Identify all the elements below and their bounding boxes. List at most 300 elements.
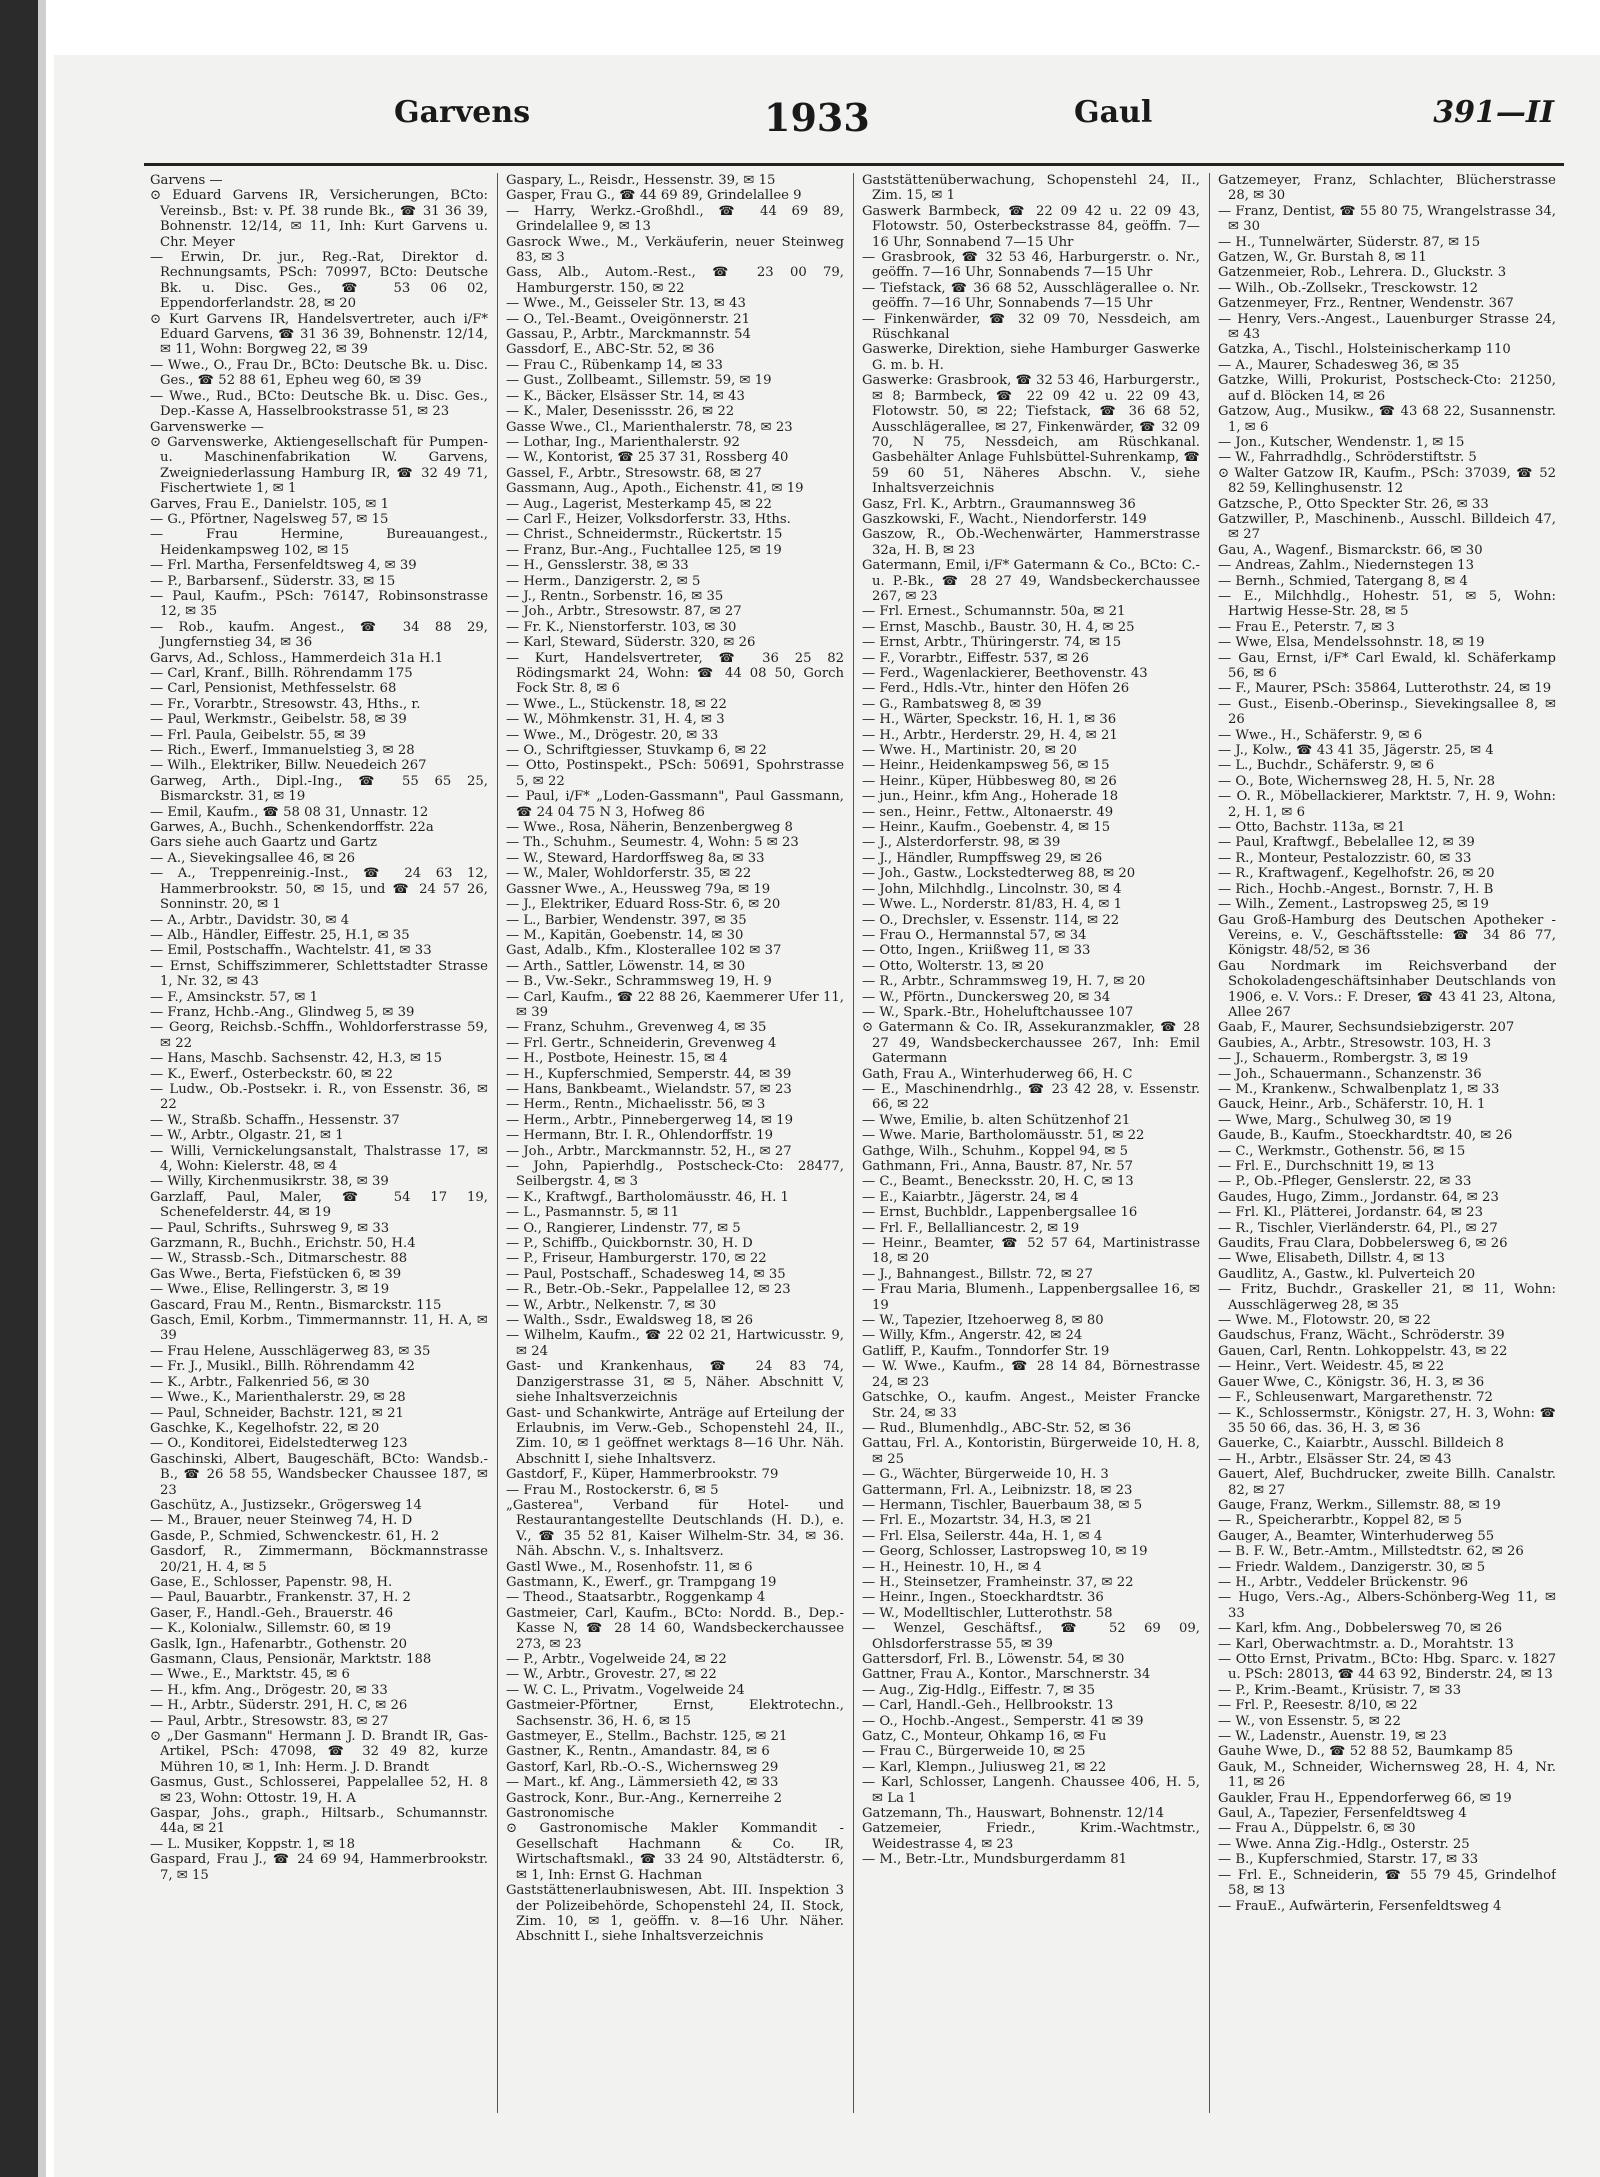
directory-entry: — W., Steward, Hardorffsweg 8a, ✉ 33 [506,850,765,866]
directory-entry: Gascard, Frau M., Rentn., Bismarckstr. 115 [150,1297,442,1313]
directory-entry: — Ernst, Schiffszimmerer, Schlettstadter Strasse 1, Nr. 32, ✉ 43 [150,958,488,990]
directory-entry: — H., Arbtr., Süderstr. 291, H. C, ✉ 26 [150,1698,408,1714]
directory-entry: — H., Kupferschmied, Semperstr. 44, ✉ 39 [506,1066,792,1082]
directory-entry: ⊙ „Der Gasmann" Hermann J. D. Brandt IR, Gas-Artikel, PSch: 47098, ☎ 32 49 82, kurze Mühren 10, ✉ 1, Inh: Herm. J. D. Brandt [150,1729,488,1775]
directory-entry: Gaudits, Frau Clara, Dobbelersweg 6, ✉ 26 [1218,1236,1508,1252]
directory-entry: Gasde, P., Schmied, Schwenckestr. 61, H. 2 [150,1528,440,1544]
directory-entry: Gaukler, Frau H., Eppendorferweg 66, ✉ 19 [1218,1790,1512,1806]
directory-entry: Gatz, C., Monteur, Ohkamp 16, ✉ Fu [862,1729,1107,1745]
directory-entry: — Willi, Vernickelungsanstalt, Thalstrasse 17, ✉ 4, Wohn: Kielerstr. 48, ✉ 4 [150,1143,488,1174]
directory-entry: — Carl, Pensionist, Methfesselstr. 68 [150,681,397,697]
directory-entry: Gaswerk Barmbeck, ☎ 22 09 42 u. 22 09 43, Flotowstr. 50, Osterbeckstrasse 84, geöffn. 7—16 Uhr, Sonnabend 7—15 Uhr [862,203,1200,250]
directory-entry: — P., Ob.-Pfleger, Genslerstr. 22, ✉ 33 [1218,1174,1472,1190]
directory-entry: Gaudes, Hugo, Zimm., Jordanstr. 64, ✉ 23 [1218,1189,1499,1205]
directory-entry: Garves, Frau E., Danielstr. 105, ✉ 1 [150,496,389,512]
directory-entry: Garvens — [150,173,223,188]
directory-entry: — H., Heinestr. 10, H., ✉ 4 [862,1559,1042,1575]
directory-entry: Gathge, Wilh., Schuhm., Koppel 94, ✉ 5 [862,1143,1128,1159]
directory-entry: Gath, Frau A., Winterhuderweg 66, H. C [862,1066,1133,1082]
directory-entry: — Grasbrook, ☎ 32 53 46, Harburgerstr. o. Nr., geöffn. 7—16 Uhr, Sonnabends 7—15 Uhr [862,250,1200,281]
directory-entry: Gaszkowski, F., Wacht., Niendorferstr. 149 [862,511,1147,527]
directory-entry: — Frau C., Bürgerweide 10, ✉ 25 [862,1744,1086,1760]
directory-entry: — Otto, Ingen., Kriißweg 11, ✉ 33 [862,943,1091,959]
directory-entry: — Paul, Kraftwgf., Bebelallee 12, ✉ 39 [1218,835,1475,851]
directory-entry: Gaspary, L., Reisdr., Hessenstr. 39, ✉ 15 [506,173,776,188]
directory-entry: Gase, E., Schlosser, Papenstr. 98, H. [150,1574,393,1590]
directory-entry: — G., Wächter, Bürgerweide 10, H. 3 [862,1467,1109,1483]
directory-entry: — M., Brauer, neuer Steinweg 74, H. D [150,1513,413,1529]
directory-entry: Gau Groß-Hamburg des Deutschen Apotheker - Vereins, e. V., Geschäftsstelle: ☎ 34 86 77, Königstr. 48/52, ✉ 36 [1218,912,1556,959]
directory-entry: — Karl, Klempn., Juliusweg 21, ✉ 22 [862,1759,1107,1775]
directory-entry: — Ferd., Hdls.-Vtr., hinter den Höfen 26 [862,681,1130,697]
directory-entry: Gattner, Frau A., Kontor., Marschnerstr. 34 [862,1667,1151,1683]
column-2 [506,173,844,2113]
directory-entry: — Hermann, Tischler, Bauerbaum 38, ✉ 5 [862,1497,1143,1513]
directory-entry: Gatzen, W., Gr. Burstah 8, ✉ 11 [1218,250,1427,266]
directory-entry: — Ernst, Arbtr., Thüringerstr. 74, ✉ 15 [862,635,1122,651]
directory-entry: — W. C. L., Privatm., Vogelweide 24 [506,1682,745,1698]
directory-entry: — C., Werkmstr., Gothenstr. 56, ✉ 15 [1218,1143,1466,1159]
directory-entry: — R., Kraftwagenf., Kegelhofstr. 26, ✉ 20 [1218,866,1495,882]
directory-entry: Gauger, A., Beamter, Winterhuderweg 55 [1218,1528,1495,1544]
directory-entry: Gaschütz, A., Justizsekr., Grögersweg 14 [150,1497,422,1513]
directory-entry: — F., Amsinckstr. 57, ✉ 1 [150,989,319,1005]
directory-entry: — Joh., Arbtr., Marckmannstr. 52, H., ✉ 27 [506,1143,792,1159]
directory-entry: — F., Vorarbtr., Eiffestr. 537, ✉ 26 [862,650,1089,666]
directory-entry: — A., Arbtr., Davidstr. 30, ✉ 4 [150,912,350,928]
directory-entry: — W., Strassb.-Sch., Ditmarschestr. 88 [150,1251,408,1267]
directory-entry: Gatzow, Aug., Musikw., ☎ 43 68 22, Susannenstr. 1, ✉ 6 [1218,404,1556,435]
directory-entry: Gaul, A., Tapezier, Fersenfeldtsweg 4 [1218,1806,1467,1822]
directory-entry: — Wwe. H., Martinistr. 20, ✉ 20 [862,743,1077,759]
directory-entry: — Aug., Lagerist, Mesterkamp 45, ✉ 22 [506,496,772,512]
directory-entry: — Wwe. Anna Zig.-Hdlg., Osterstr. 25 [1218,1836,1470,1852]
directory-entry: — Rud., Blumenhdlg., ABC-Str. 52, ✉ 36 [862,1420,1131,1436]
directory-entry: Gassner Wwe., A., Heussweg 79a, ✉ 19 [506,881,771,897]
directory-entry: — Wwe., E., Marktstr. 45, ✉ 6 [150,1667,350,1683]
directory-entry: — O., Hochb.-Angest., Semperstr. 41 ✉ 39 [862,1713,1144,1729]
header-rule [144,163,1564,166]
directory-entry: Gasse Wwe., Cl., Marienthalerstr. 78, ✉ 23 [506,419,793,435]
directory-entry: Gaschinski, Albert, Baugeschäft, BCto: Wandsb.-B., ☎ 26 58 55, Wandsbecker Chaussee 187, ✉ 23 [150,1451,488,1498]
directory-entry: Gathmann, Fri., Anna, Baustr. 87, Nr. 57 [862,1159,1134,1174]
directory-entry: — Paul, i/F* „Loden-Gassmann", Paul Gassmann, ☎ 24 04 75 N 3, Hofweg 86 [506,789,844,820]
directory-entry: — Wilh., Ob.-Zollsekr., Tresckowstr. 12 [1218,280,1478,296]
directory-entry: Gass, Alb., Autom.-Rest., ☎ 23 00 79, Hamburgerstr. 150, ✉ 22 [506,265,844,296]
directory-entry: ⊙ Kurt Garvens IR, Handelsvertreter, auch i/F* Eduard Garvens, ☎ 31 36 39, Bohnenstr. 12/14, ✉ 11, Wohn: Borgweg 22, ✉ 39 [150,311,488,358]
directory-entry: — Carl, Kranf., Billh. Röhrendamm 175 [150,666,413,681]
directory-entry: — Frl. Kl., Plätterei, Jordanstr. 64, ✉ 23 [1218,1205,1483,1221]
directory-entry: — Wwe., K., Marienthalerstr. 29, ✉ 28 [150,1390,406,1406]
directory-entry: — Fr. J., Musikl., Billh. Röhrendamm 42 [150,1359,415,1375]
directory-entry: Gatzke, Willi, Prokurist, Postscheck-Cto: 21250, auf d. Blöcken 14, ✉ 26 [1218,373,1556,404]
directory-entry: Gaslk, Ign., Hafenarbtr., Gothenstr. 20 [150,1636,408,1652]
directory-entry: — R., Betr.-Ob.-Sekr., Pappelallee 12, ✉ 23 [506,1282,791,1298]
directory-entry: — L., Buchdr., Schäferstr. 9, ✉ 6 [1218,758,1435,774]
directory-columns [150,173,1560,2113]
directory-entry: Gastdorf, F., Küper, Hammerbrookstr. 79 [506,1467,779,1483]
directory-entry: Gaspard, Frau J., ☎ 24 69 94, Hammerbrookstr. 7, ✉ 15 [150,1852,488,1883]
directory-entry: — M., Kapitän, Goebenstr. 14, ✉ 30 [506,927,744,943]
directory-entry: Gauck, Heinr., Arb., Schäferstr. 10, H. 1 [1218,1097,1486,1113]
column-divider [497,173,498,2113]
directory-entry: — John, Milchhdlg., Lincolnstr. 30, ✉ 4 [862,881,1122,897]
directory-entry: — W., Ladenstr., Auenstr. 19, ✉ 23 [1218,1729,1447,1745]
directory-entry: — Franz, Hchb.-Ang., Glindweg 5, ✉ 39 [150,1004,415,1020]
directory-entry: Gattermann, Frl. A., Leibnizstr. 18, ✉ 23 [862,1482,1133,1498]
directory-entry: Gast, Adalb., Kfm., Klosterallee 102 ✉ 37 [506,943,782,959]
directory-entry: — J., Händler, Rumpffsweg 29, ✉ 26 [862,850,1103,866]
directory-entry: Gau Nordmark im Reichsverband der Schokoladengeschäftsinhaber Deutschlands von 1906, e. V. Vors.: F. Dreser, ☎ 43 41 23, Altona, Allee 267 [1218,958,1556,1020]
directory-page [54,55,1600,2177]
directory-entry: — Wilh., Elektriker, Billw. Neuedeich 267 [150,758,427,774]
directory-entry: Gauert, Alef, Buchdrucker, zweite Billh. Canalstr. 82, ✉ 27 [1218,1467,1556,1498]
directory-entry: — Frau Helene, Ausschlägerweg 83, ✉ 35 [150,1343,431,1359]
page-header [114,95,1554,145]
page-number: 391—II [1433,95,1554,130]
directory-entry: Gasmann, Claus, Pensionär, Marktstr. 188 [150,1652,432,1667]
directory-entry: Garzlaff, Paul, Maler, ☎ 54 17 19, Schenefelderstr. 44, ✉ 19 [150,1189,488,1221]
directory-entry: Gast- und Krankenhaus, ☎ 24 83 74, Danzigerstrasse 31, ✉ 5, Näher. Abschnitt V, siehe Inhaltsverzeichnis [506,1359,844,1406]
directory-entry: — Ernst, Maschb., Baustr. 30, H. 4, ✉ 25 [862,619,1135,635]
directory-entry: Gattersdorf, Frl. B., Löwenstr. 54, ✉ 30 [862,1652,1125,1667]
directory-entry: Gastronomische [506,1806,615,1822]
directory-entry: — Franz, Dentist, ☎ 55 80 75, Wrangelstrasse 34, ✉ 30 [1218,203,1556,235]
directory-entry: Garzmann, R., Buchh., Erichstr. 50, H.4 [150,1236,416,1252]
directory-entry: — sen., Heinr., Fettw., Altonaerstr. 49 [862,804,1114,820]
directory-entry: — Wilhelm, Kaufm., ☎ 22 02 21, Hartwicusstr. 9, ✉ 24 [506,1328,844,1359]
directory-entry: — K., Bäcker, Elsässer Str. 14, ✉ 43 [506,388,745,404]
directory-entry: — B., Kupferschmied, Starstr. 17, ✉ 33 [1218,1852,1479,1868]
directory-entry: Gatliff, P., Kaufm., Tonndorfer Str. 19 [862,1343,1110,1359]
directory-entry: — Frau Hermine, Bureauangest., Heidenkampsweg 102, ✉ 15 [150,527,488,558]
directory-entry: — L., Barbier, Wendenstr. 397, ✉ 35 [506,912,747,928]
directory-entry: — H., Gensslerstr. 38, ✉ 33 [506,558,689,574]
directory-entry: — Tiefstack, ☎ 36 68 52, Ausschlägerallee o. Nr. geöffn. 7—16 Uhr, Sonnabends 7—15 Uhr [862,280,1200,312]
header-year: 1933 [764,95,870,140]
directory-entry: — J., Schauerm., Rombergstr. 3, ✉ 19 [1218,1051,1469,1067]
directory-entry: — F., Maurer, PSch: 35864, Lutterothstr. 24, ✉ 19 [1218,681,1552,697]
directory-entry: — Wwe., M., Drögestr. 20, ✉ 33 [506,727,719,743]
directory-entry: Gatzenmeier, Rob., Lehrera. D., Gluckstr. 3 [1218,265,1507,281]
directory-entry: Gastmeier, Carl, Kaufm., BCto: Nordd. B., Dep.-Kasse N, ☎ 28 14 60, Wandsbeckerchaussee 273, ✉ 23 [506,1605,844,1652]
column-1 [150,173,488,2113]
directory-entry: — R., Arbtr., Schrammsweg 19, H. 7, ✉ 20 [862,974,1146,990]
directory-entry: — Rich., Hochb.-Angest., Bornstr. 7, H. B [1218,881,1494,897]
directory-entry: Gatzwiller, P., Maschinenb., Ausschl. Billdeich 47, ✉ 27 [1218,511,1556,543]
directory-entry: — Otto Ernst, Privatm., BCto: Hbg. Sparc. v. 1827 u. PSch: 28013, ☎ 44 63 92, Binderstr. 24, ✉ 13 [1218,1652,1556,1683]
directory-entry: — W. Wwe., Kaufm., ☎ 28 14 84, Börnestrasse 24, ✉ 23 [862,1359,1200,1390]
directory-entry: — Frau E., Peterstr. 7, ✉ 3 [1218,619,1395,635]
header-left-guide-word: Garvens [394,95,531,130]
directory-entry: — Rich., Ewerf., Immanuelstieg 3, ✉ 28 [150,743,415,759]
directory-entry: — Wwe, Marg., Schulweg 30, ✉ 19 [1218,1112,1452,1128]
directory-entry: — J., Alsterdorferstr. 98, ✉ 39 [862,835,1061,851]
directory-entry: Gaspar, Johs., graph., Hiltsarb., Schumannstr. 44a, ✉ 21 [150,1806,488,1837]
directory-entry: — H., Arbtr., Herderstr. 29, H. 4, ✉ 21 [862,727,1118,743]
directory-entry: — O., Drechsler, v. Essenstr. 114, ✉ 22 [862,912,1120,928]
scan-page-gutter [38,0,46,2177]
directory-entry: — A., Maurer, Schadesweg 36, ✉ 35 [1218,357,1460,373]
directory-entry: Gaststättenüberwachung, Schopenstehl 24, II., Zim. 15, ✉ 1 [862,173,1200,204]
header-right-guide-word: Gaul [1074,95,1153,130]
directory-entry: Gaser, F., Handl.-Geh., Brauerstr. 46 [150,1605,393,1621]
directory-entry: — K., Maler, Desenissstr. 26, ✉ 22 [506,404,735,420]
directory-entry: — P., Barbarsenf., Süderstr. 33, ✉ 15 [150,573,396,589]
directory-entry: Gauhe Wwe, D., ☎ 52 88 52, Baumkamp 85 [1218,1744,1514,1760]
directory-entry: — W., Tapezier, Itzehoerweg 8, ✉ 80 [862,1313,1104,1329]
directory-entry: — Carl, Handl.-Geh., Hellbrookstr. 13 [862,1698,1114,1714]
directory-entry: Gaude, B., Kaufm., Stoeckhardtstr. 40, ✉ 26 [1218,1128,1513,1144]
directory-entry: ⊙ Gastronomische Makler Kommandit - Gesellschaft Hachmann & Co. IR, Wirtschaftsmakl., ☎ 33 24 90, Altstädterstr. 6, ✉ 1, Inh: Ernst G. Hachman [506,1821,844,1883]
directory-entry: — K., Arbtr., Falkenried 56, ✉ 30 [150,1374,370,1390]
directory-entry: Gatermann, Emil, i/F* Gatermann & Co., BCto: C.-u. P.-Bk., ☎ 28 27 49, Wandsbeckerchaussee 267, ✉ 23 [862,558,1200,604]
directory-entry: — O., Rangierer, Lindenstr. 77, ✉ 5 [506,1220,741,1236]
directory-entry: — K., Ewerf., Osterbeckstr. 60, ✉ 22 [150,1066,393,1082]
directory-entry: — Frl. E., Durchschnitt 19, ✉ 13 [1218,1159,1435,1174]
directory-entry: Gas Wwe., Berta, Fiefstücken 6, ✉ 39 [150,1266,402,1282]
directory-entry: Gaudschus, Franz, Wächt., Schröderstr. 39 [1218,1328,1505,1344]
directory-entry: — H., Postbote, Heinestr. 15, ✉ 4 [506,1051,728,1067]
directory-entry: Gau, A., Wagenf., Bismarckstr. 66, ✉ 30 [1218,542,1483,558]
directory-entry: — M., Krankenw., Schwalbenplatz 1, ✉ 33 [1218,1081,1500,1097]
directory-entry: Gastner, K., Rentn., Amandastr. 84, ✉ 6 [506,1744,770,1760]
directory-entry: — Paul, Schneider, Bachstr. 121, ✉ 21 [150,1405,404,1421]
directory-entry: — Emil, Postschaffn., Wachtelstr. 41, ✉ 33 [150,943,432,959]
directory-entry: — Wenzel, Geschäftsf., ☎ 52 69 09, Ohlsdorferstrasse 55, ✉ 39 [862,1621,1200,1652]
directory-entry: — Hans, Maschb. Sachsenstr. 42, H.3, ✉ 15 [150,1051,443,1067]
directory-entry: — Paul, Kaufm., PSch: 76147, Robinsonstrasse 12, ✉ 35 [150,588,488,620]
directory-entry: — H., Tunnelwärter, Süderstr. 87, ✉ 15 [1218,234,1481,250]
directory-entry: Gaststättenerlaubniswesen, Abt. III. Inspektion 3 der Polizeibehörde, Schopenstehl 24, II. Stock, Zim. 10, ✉ 1, geöffn. v. 8—16 Uhr. Näher. Abschnitt I., siehe Inhaltsverzeichnis [506,1883,844,1945]
directory-entry: Gassmann, Aug., Apoth., Eichenstr. 41, ✉ 19 [506,481,804,497]
directory-entry: Garvs, Ad., Schloss., Hammerdeich 31a H.1 [150,650,443,666]
directory-entry: — K., Kraftwgf., Bartholomäusstr. 46, H. 1 [506,1189,789,1205]
directory-entry: — Fritz, Buchdr., Graskeller 21, ✉ 11, Wohn: Ausschlägerweg 28, ✉ 35 [1218,1282,1556,1313]
directory-entry: — Aug., Zig-Hdlg., Eiffestr. 7, ✉ 35 [862,1682,1095,1698]
directory-entry: — H., Arbtr., Elsässer Str. 24, ✉ 43 [1218,1451,1452,1467]
directory-entry: — O. R., Möbellackierer, Marktstr. 7, H. 9, Wohn: 2, H. 1, ✉ 6 [1218,789,1556,820]
directory-entry: Gaszow, R., Ob.-Wechenwärter, Hammerstrasse 32a, H. B, ✉ 23 [862,527,1200,558]
directory-entry: — Wwe, Emilie, b. alten Schützenhof 21 [862,1112,1131,1128]
directory-entry: — A., Treppenreinig.-Inst., ☎ 24 63 12, Hammerbrookstr. 50, ✉ 15, und ☎ 24 57 26, Sonninstr. 20, ✉ 1 [150,866,488,913]
directory-entry: Gauk, M., Schneider, Wichernsweg 28, H. 4, Nr. 11, ✉ 26 [1218,1759,1556,1791]
directory-entry: — Arth., Sattler, Löwenstr. 14, ✉ 30 [506,958,746,974]
directory-entry: — W., Modelltischler, Lutterothstr. 58 [862,1605,1113,1621]
directory-entry: Gastmeier-Pförtner, Ernst, Elektrotechn., Sachsenstr. 36, H. 6, ✉ 15 [506,1698,844,1729]
directory-entry: — K., Schlossermstr., Königstr. 27, H. 3, Wohn: ☎ 35 50 66, das. 36, H. 3, ✉ 36 [1218,1405,1556,1436]
directory-entry: Gast- und Schankwirte, Anträge auf Erteilung der Erlaubnis, im Verw.-Geb., Schopenstehl 24, II., Zim. 10, ✉ 1 geöffnet werktags 8—16 Uhr. Näh. Abschnitt I, siehe Inhaltsverz. [506,1405,844,1467]
directory-entry: — Walth., Ssdr., Ewaldsweg 18, ✉ 26 [506,1313,754,1329]
directory-entry: — P., Arbtr., Vogelweide 24, ✉ 22 [506,1652,727,1667]
directory-entry: — J., Rentn., Sorbenstr. 16, ✉ 35 [506,588,724,604]
directory-entry: — Karl, Schlosser, Langenh. Chaussee 406, H. 5, ✉ La 1 [862,1775,1200,1806]
directory-entry: — Friedr. Waldem., Danzigerstr. 30, ✉ 5 [1218,1559,1486,1575]
directory-entry: — Erwin, Dr. jur., Reg.-Rat, Direktor d. Rechnungsamts, PSch: 70997, BCto: Deutsche Bk. u. Disc. Ges., ☎ 53 06 02, Eppendorferlandstr. 28, ✉ 20 [150,250,488,312]
directory-entry: — Frl. Paula, Geibelstr. 55, ✉ 39 [150,727,367,743]
directory-entry: — Th., Schuhm., Seumestr. 4, Wohn: 5 ✉ 23 [506,835,799,851]
directory-entry: — J., Kolw., ☎ 43 41 35, Jägerstr. 25, ✉ 4 [1218,743,1494,759]
directory-entry: — Theod., Staatsarbtr., Roggenkamp 4 [506,1590,766,1606]
directory-entry: — Jon., Kutscher, Wendenstr. 1, ✉ 15 [1218,434,1465,450]
directory-entry: — W., Fahrradhdlg., Schröderstiftstr. 5 [1218,450,1477,466]
directory-entry: — W., Pförtn., Dunckersweg 20, ✉ 34 [862,989,1111,1005]
directory-entry: — Bernh., Schmied, Tatergang 8, ✉ 4 [1218,573,1468,589]
directory-entry: Gaab, F., Maurer, Sechsundsiebzigerstr. 207 [1218,1020,1515,1036]
directory-entry: Gasz, Frl. K., Arbtrn., Graumannsweg 36 [862,496,1136,512]
directory-entry: Gasmus, Gust., Schlosserei, Pappelallee 52, H. 8 ✉ 23, Wohn: Ottostr. 19, H. A [150,1775,488,1806]
directory-entry: — Henry, Vers.-Angest., Lauenburger Strasse 24, ✉ 43 [1218,311,1556,343]
directory-entry: — J., Bahnangest., Billstr. 72, ✉ 27 [862,1266,1093,1282]
directory-entry: „Gasterea", Verband für Hotel- und Restaurantangestellte Deutschlands (H. D.), e. V., ☎ 35 52 81, Kaiser Wilhelm-Str. 34, ✉ 36. Näh. Abschn. V., s. Inhaltsverz. [506,1497,844,1560]
directory-entry: — FrauE., Aufwärterin, Fersenfeldtsweg 4 [1218,1898,1502,1914]
directory-entry: — Franz, Schuhm., Grevenweg 4, ✉ 35 [506,1020,767,1036]
directory-entry: — Frl. Ernest., Schumannstr. 50a, ✉ 21 [862,604,1126,620]
directory-entry: — Frau Maria, Blumenh., Lappenbergsallee 16, ✉ 19 [862,1282,1200,1313]
directory-entry: — Joh., Gastw., Lockstedterweg 88, ✉ 20 [862,866,1136,882]
directory-entry: Gatzemeyer, Franz, Schlachter, Blücherstrasse 28, ✉ 30 [1218,173,1556,204]
directory-entry: — P., Friseur, Hamburgerstr. 170, ✉ 22 [506,1251,767,1267]
directory-entry: — Karl, Oberwachtmstr. a. D., Morahtstr. 13 [1218,1636,1514,1652]
directory-entry: — Wwe., O., Frau Dr., BCto: Deutsche Bk. u. Disc. Ges., ☎ 52 88 61, Epheu weg 60, ✉ 39 [150,357,488,389]
directory-entry: Gatzemann, Th., Hauswart, Bohnenstr. 12/14 [862,1806,1165,1822]
directory-entry: — Heinr., Küper, Hübbesweg 80, ✉ 26 [862,773,1117,789]
directory-entry: — W., Arbtr., Grovestr. 27, ✉ 22 [506,1667,717,1683]
directory-entry: Garweg, Arth., Dipl.-Ing., ☎ 55 65 25, Bismarckstr. 31, ✉ 19 [150,773,488,805]
directory-entry: — Frl. F., Bellalliancestr. 2, ✉ 19 [862,1220,1080,1236]
directory-entry: Gauge, Franz, Werkm., Sillemstr. 88, ✉ 19 [1218,1497,1501,1513]
directory-entry: — R., Speicherarbtr., Koppel 82, ✉ 5 [1218,1513,1463,1529]
directory-entry: — E., Kaiarbtr., Jägerstr. 24, ✉ 4 [862,1189,1079,1205]
directory-entry: — Herm., Danzigerstr. 2, ✉ 5 [506,573,701,589]
directory-entry: — Frl. Martha, Fersenfeldtsweg 4, ✉ 39 [150,558,417,574]
directory-entry: Gatzsche, P., Otto Speckter Str. 26, ✉ 33 [1218,496,1489,512]
directory-entry: — W., Arbtr., Nelkenstr. 7, ✉ 30 [506,1297,717,1313]
directory-entry: Gastmeyer, E., Stellm., Bachstr. 125, ✉ 21 [506,1729,788,1745]
directory-entry: — Frl. Elsa, Seilerstr. 44a, H. 1, ✉ 4 [862,1528,1103,1544]
directory-entry: — Herm., Arbtr., Pinnebergerweg 14, ✉ 19 [506,1112,793,1128]
directory-entry: Gatzemeier, Friedr., Krim.-Wachtmstr., Weidestrasse 4, ✉ 23 [862,1821,1200,1852]
directory-entry: — Wwe. L., Norderstr. 81/83, H. 4, ✉ 1 [862,897,1123,913]
directory-entry: — Wwe., Rud., BCto: Deutsche Bk. u. Disc. Ges., Dep.-Kasse A, Hasselbrookstrasse 51, ✉ 23 [150,388,488,420]
column-divider [1209,173,1210,2113]
directory-entry: — Willy, Kirchenmusikrstr. 38, ✉ 39 [150,1174,389,1190]
directory-entry: — Georg, Reichsb.-Schffn., Wohldorferstrasse 59, ✉ 22 [150,1020,488,1051]
directory-entry: — H., Wärter, Speckstr. 16, H. 1, ✉ 36 [862,712,1117,728]
directory-entry: — jun., Heinr., kfm Ang., Hoherade 18 [862,789,1119,805]
directory-entry: — Franz, Bur.-Ang., Fuchtallee 125, ✉ 19 [506,542,782,558]
column-3 [862,173,1200,2113]
directory-entry: — Rob., kaufm. Angest., ☎ 34 88 29, Jungfernstieg 34, ✉ 36 [150,619,488,651]
directory-entry: Gaswerke, Direktion, siehe Hamburger Gaswerke G. m. b. H. [862,342,1200,373]
directory-entry: — W., Spark.-Btr., Hoheluftchaussee 107 [862,1004,1134,1020]
directory-entry: — Kurt, Handelsvertreter, ☎ 36 25 82 Rödingsmarkt 24, Wohn: ☎ 44 08 50, Gorch Fock Str. 8, ✉ 6 [506,650,844,697]
directory-entry: — Heinr., Heidenkampsweg 56, ✉ 15 [862,758,1110,774]
directory-entry: — Frau O., Hermannstal 57, ✉ 34 [862,927,1087,943]
directory-entry: — Heinr., Vert. Weidestr. 45, ✉ 22 [1218,1359,1445,1375]
directory-entry: — Gau, Ernst, i/F* Carl Ewald, kl. Schäferkamp 56, ✉ 6 [1218,650,1556,681]
directory-entry: — Hugo, Vers.-Ag., Albers-Schönberg-Weg 11, ✉ 33 [1218,1590,1556,1621]
directory-entry: — Frau C., Rübenkamp 14, ✉ 33 [506,357,723,373]
directory-entry: Gars siehe auch Gaartz und Gartz [150,835,377,851]
column-4 [1218,173,1556,2113]
directory-entry: Gaudlitz, A., Gastw., kl. Pulverteich 20 [1218,1266,1476,1282]
directory-entry: — B. F. W., Betr.-Amtm., Millstedtstr. 62, ✉ 26 [1218,1544,1524,1560]
directory-entry: — Herm., Rentn., Michaelisstr. 56, ✉ 3 [506,1097,766,1113]
directory-entry: — Gust., Eisenb.-Oberinsp., Sievekingsallee 8, ✉ 26 [1218,696,1556,728]
directory-entry: — Otto, Wolterstr. 13, ✉ 20 [862,958,1044,974]
directory-entry: Gauen, Carl, Rentn. Lohkoppelstr. 43, ✉ 22 [1218,1343,1508,1359]
directory-entry: — Finkenwärder, ☎ 32 09 70, Nessdeich, am Rüschkanal [862,311,1200,343]
directory-entry: — Karl, kfm. Ang., Dobbelersweg 70, ✉ 26 [1218,1621,1503,1637]
directory-entry: — K., Kolonialw., Sillemstr. 60, ✉ 19 [150,1621,391,1637]
directory-entry: — Heinr., Ingen., Stoeckhardtstr. 36 [862,1590,1104,1606]
directory-entry: — W., Maler, Wohldorferstr. 35, ✉ 22 [506,866,752,882]
directory-entry: — Karl, Steward, Süderstr. 320, ✉ 26 [506,635,756,651]
directory-entry: — W., Kontorist, ☎ 25 37 31, Rossberg 40 [506,450,789,466]
directory-entry: — Paul, Postschaff., Schadesweg 14, ✉ 35 [506,1266,786,1282]
directory-entry: — B., Vw.-Sekr., Schrammsweg 19, H. 9 [506,974,772,990]
directory-entry: — Carl F., Heizer, Volksdorferstr. 33, Hths. [506,511,791,527]
directory-entry: — L. Musiker, Koppstr. 1, ✉ 18 [150,1836,355,1852]
directory-entry: — Carl, Kaufm., ☎ 22 88 26, Kaemmerer Ufer 11, ✉ 39 [506,989,844,1020]
directory-entry: — R., Monteur, Pestalozzistr. 60, ✉ 33 [1218,850,1472,866]
directory-entry: — L., Pasmannstr. 5, ✉ 11 [506,1205,680,1221]
directory-entry: — Ferd., Wagenlackierer, Beethovenstr. 43 [862,666,1148,681]
directory-entry: — Lothar, Ing., Marienthalerstr. 92 [506,434,740,450]
directory-entry: Gaubies, A., Arbtr., Stresowstr. 103, H. 3 [1218,1035,1492,1051]
directory-entry: ⊙ Garvenswerke, Aktiengesellschaft für Pumpen- u. Maschinenfabrikation W. Garvens, Zweigniederlassung Hamburg IR, ☎ 32 49 71, Fischertwiete 1, ✉ 1 [150,434,488,497]
directory-entry: — Christ., Schneidermstr., Rückertstr. 15 [506,527,783,543]
directory-entry: Gatzka, A., Tischl., Holsteinischerkamp 110 [1218,342,1511,358]
directory-entry: — P., Schiffb., Quickbornstr. 30, H. D [506,1236,753,1252]
directory-entry: — A., Sievekingsallee 46, ✉ 26 [150,850,355,866]
directory-entry: — F., Schleusenwart, Margarethenstr. 72 [1218,1390,1493,1406]
directory-entry: — J., Elektriker, Eduard Ross-Str. 6, ✉ 20 [506,897,781,913]
directory-entry: — Paul, Schrifts., Suhrsweg 9, ✉ 33 [150,1220,390,1236]
directory-entry: — Wilh., Zement., Lastropsweg 25, ✉ 19 [1218,897,1489,913]
directory-entry: — Harry, Werkz.-Großhdl., ☎ 44 69 89, Grindelallee 9, ✉ 13 [506,203,844,235]
directory-entry: — Wwe. M., Flotowstr. 20, ✉ 22 [1218,1313,1431,1329]
directory-entry: — O., Konditorei, Eidelstedterweg 123 [150,1436,408,1452]
directory-entry: — Mart., kf. Ang., Lämmersieth 42, ✉ 33 [506,1775,779,1791]
directory-entry: Gassau, P., Arbtr., Marckmannstr. 54 [506,327,751,343]
directory-entry: — Fr., Vorarbtr., Stresowstr. 43, Hths., r. [150,696,421,712]
directory-entry: — C., Beamt., Benecksstr. 20, H. C, ✉ 13 [862,1174,1134,1190]
directory-entry: — Frl. Gertr., Schneiderin, Grevenweg 4 [506,1035,777,1051]
directory-entry: ⊙ Eduard Garvens IR, Versicherungen, BCto: Vereinsb., Bst: v. Pf. 38 runde Bk., ☎ 31 36 39, Bohnenstr. 12/14, ✉ 11, Inh: Kurt Garvens u. Chr. Meyer [150,188,488,250]
directory-entry: — Wwe., Elise, Rellingerstr. 3, ✉ 19 [150,1282,390,1298]
directory-entry: — W., Möhmkenstr. 31, H. 4, ✉ 3 [506,712,725,728]
directory-entry: — O., Tel.-Beamt., Oveigönnerstr. 21 [506,311,751,327]
directory-entry: Gasch, Emil, Korbm., Timmermannstr. 11, H. A, ✉ 39 [150,1313,488,1344]
directory-entry: — Wwe., Rosa, Näherin, Benzenbergweg 8 [506,820,793,836]
directory-entry: — Paul, Werkmstr., Geibelstr. 58, ✉ 39 [150,712,407,728]
directory-entry: — Andreas, Zahlm., Niedernstegen 13 [1218,558,1474,574]
directory-entry: — W., Straßb. Schaffn., Hessenstr. 37 [150,1112,400,1128]
directory-entry: Gauerke, C., Kaiarbtr., Ausschl. Billdeich 8 [1218,1436,1504,1452]
directory-entry: — R., Tischler, Vierländerstr. 64, Pl., ✉ 27 [1218,1220,1498,1236]
directory-entry: — Georg, Schlosser, Lastropsweg 10, ✉ 19 [862,1544,1148,1560]
directory-entry: — H., kfm. Ang., Drögestr. 20, ✉ 33 [150,1682,388,1698]
directory-entry: — Wwe., M., Geisseler Str. 13, ✉ 43 [506,296,746,312]
directory-entry: — Wwe., L., Stückenstr. 18, ✉ 22 [506,696,727,712]
directory-entry: — H., Steinsetzer, Framheinstr. 37, ✉ 22 [862,1574,1134,1590]
directory-entry: — Heinr., Kaufm., Goebenstr. 4, ✉ 15 [862,820,1111,836]
directory-entry: Gatzenmeyer, Frz., Rentner, Wendenstr. 367 [1218,296,1514,312]
directory-entry: Gasper, Frau G., ☎ 44 69 89, Grindelallee 9 [506,188,802,204]
directory-entry: — Wwe. Marie, Bartholomäusstr. 51, ✉ 22 [862,1128,1145,1144]
